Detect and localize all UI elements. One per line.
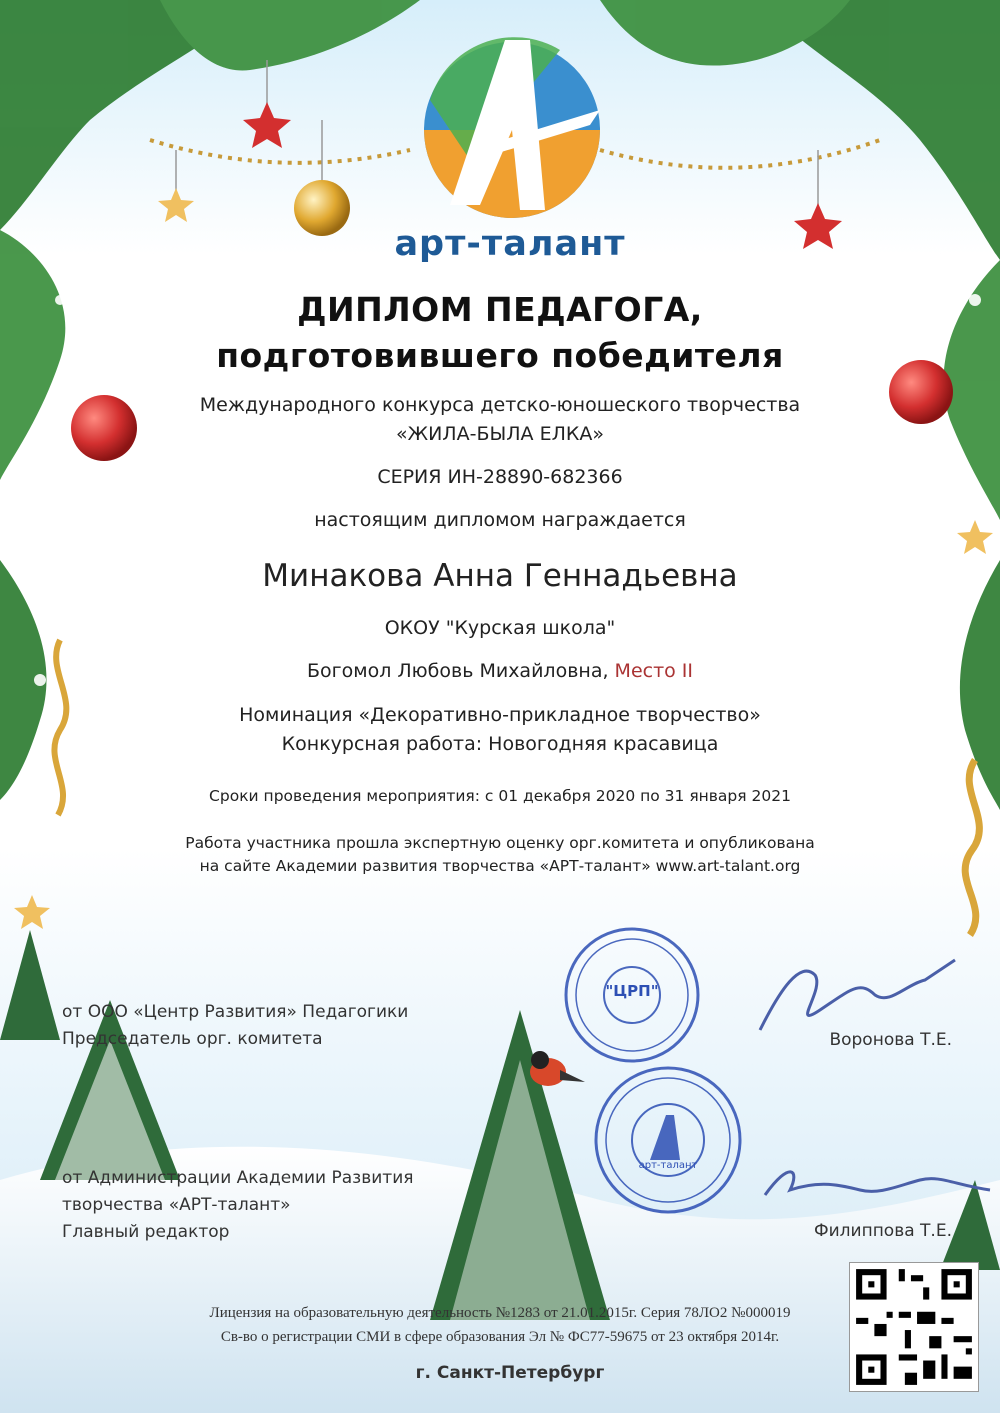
bullfinch-bird — [530, 1051, 585, 1086]
signer-2-org-cont: творчества «АРТ-талант» — [62, 1195, 291, 1215]
art-talant-logo-graphic — [424, 37, 600, 218]
signature-block-2 — [62, 1165, 413, 1246]
signature-block-1 — [62, 999, 408, 1053]
signer-2-role: Главный редактор — [62, 1222, 230, 1242]
place-badge: Место II — [614, 660, 694, 682]
qr-code-icon — [850, 1263, 978, 1391]
contest-work: Конкурсная работа: Новогодняя красавица — [281, 733, 719, 755]
series-number: СЕРИЯ ИН-28890-682366 — [377, 466, 623, 488]
event-dates: Сроки проведения мероприятия: с 01 декабря 2020 по 31 января 2021 — [209, 787, 791, 805]
review-line-2: на сайте Академии развития творчества «АРТ-талант» www.art-talant.org — [199, 857, 801, 875]
footer-license — [100, 1301, 900, 1349]
contest-title: «ЖИЛА-БЫЛА ЕЛКА» — [396, 423, 604, 445]
qr-code[interactable] — [849, 1262, 979, 1392]
signer-1-name: Воронова Т.Е. — [829, 1030, 952, 1050]
registration-text: Св-во о регистрации СМИ в сфере образования Эл № ФС77-59675 от 23 октября 2014г. — [220, 1329, 780, 1345]
signer-1-org: от ООО «Центр Развития» Педагогики — [62, 1002, 409, 1022]
participant-name: Богомол Любовь Михайловна, — [306, 660, 615, 682]
city: г. Санкт-Петербург — [415, 1363, 605, 1383]
stamp-crp-label: "ЦРП" — [605, 982, 659, 1000]
license-text: Лицензия на образовательную деятельность №1283 от 21.01.2015г. Серия 78ЛО2 №000019 — [209, 1305, 791, 1321]
signer-1-role: Председатель орг. комитета — [62, 1029, 323, 1049]
gold-star — [158, 188, 194, 222]
participant-line — [0, 660, 1000, 682]
nomination: Номинация «Декоративно-прикладное творчество» — [239, 704, 761, 726]
diploma-subtitle: подготовившего победителя — [216, 336, 784, 375]
signer-2-org: от Администрации Академии Развития — [62, 1168, 414, 1188]
stamp-art-label: арт-талант — [638, 1160, 698, 1171]
organization: ОКОУ "Курская школа" — [384, 617, 616, 639]
logo-text: арт-талант — [394, 224, 626, 264]
gold-star-left — [14, 895, 50, 929]
awarded-text: настоящим дипломом награждается — [314, 509, 686, 531]
contest-name: Международного конкурса детско-юношеского творчества — [199, 394, 801, 416]
diploma-title: ДИПЛОМ ПЕДАГОГА, — [297, 290, 703, 329]
signature-voronova — [760, 960, 955, 1030]
recipient-name: Минакова Анна Геннадьевна — [262, 558, 738, 594]
review-line-1: Работа участника прошла экспертную оценку орг.комитета и опубликована — [185, 834, 815, 852]
red-star — [243, 102, 291, 148]
stamp-art-talant — [596, 1068, 740, 1212]
signer-2-name: Филиппова Т.Е. — [813, 1221, 952, 1241]
